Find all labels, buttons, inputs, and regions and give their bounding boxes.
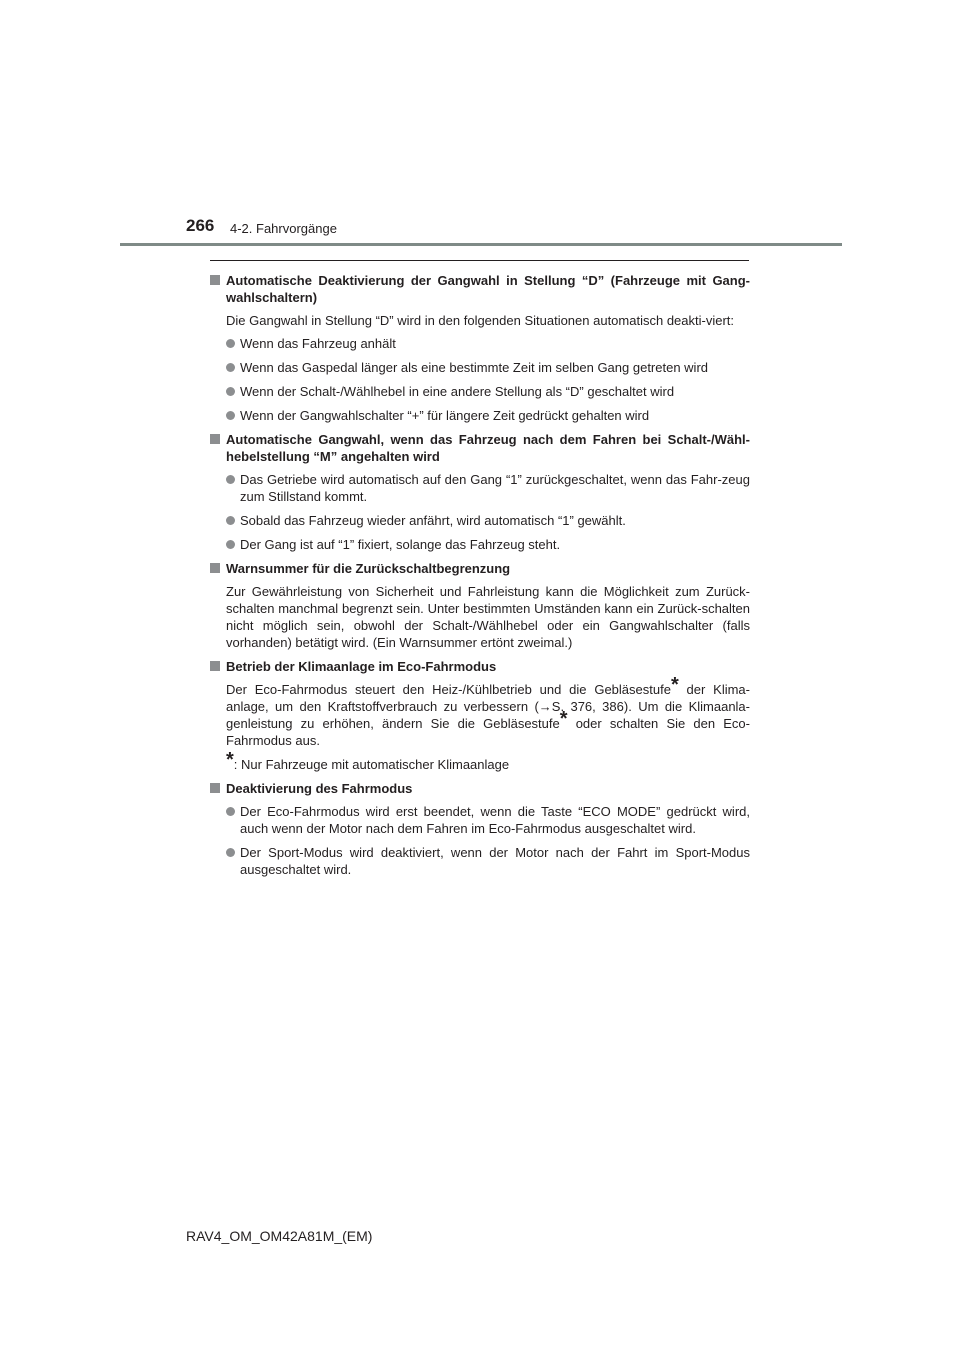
bullet-list — [226, 471, 750, 553]
round-bullet-icon — [226, 807, 235, 816]
round-bullet-icon — [226, 475, 235, 484]
section-title: Betrieb der Klimaanlage im Eco-Fahrmodus — [226, 659, 497, 674]
section-eco-air-conditioning — [210, 658, 750, 749]
section-drive-mode-deactivation — [210, 780, 750, 878]
list-item — [226, 359, 750, 376]
header-rule — [120, 243, 842, 246]
list-item-text: Wenn der Gangwahlschalter “+” für längere Zeit gedrückt gehalten wird — [240, 408, 650, 423]
footnote-star: * — [226, 749, 234, 771]
list-item — [226, 512, 750, 529]
body-text: der Klima-anlage, um den Kraftstoffverbrauch zu verbessern ( — [226, 682, 750, 714]
footnote — [226, 749, 750, 773]
list-item-text: Der Gang ist auf “1” fixiert, solange das Fahrzeug steht. — [240, 537, 561, 552]
list-item-text: Sobald das Fahrzeug wieder anfährt, wird automatisch “1” gewählt. — [240, 513, 626, 528]
section-heading — [210, 780, 750, 797]
body-text: Der Eco-Fahrmodus steuert den Heiz-/Kühlbetrieb und die Gebläsestufe — [226, 682, 671, 697]
page-content — [210, 272, 750, 885]
section-title: Warnsummer für die Zurückschaltbegrenzung — [226, 561, 511, 576]
section-title: Deaktivierung des Fahrmodus — [226, 781, 413, 796]
document-code: RAV4_OM_OM42A81M_(EM) — [186, 1228, 373, 1244]
section-downshift-buzzer — [210, 560, 750, 651]
body-text: oder schalten Sie den Eco-Fahrmodus aus. — [226, 716, 750, 748]
square-bullet-icon — [210, 434, 220, 444]
section-title: Automatische Gangwahl, wenn das Fahrzeug nach dem Fahren bei Schalt-/Wähl-hebelstellung “M” angehalten wird — [226, 432, 750, 464]
footnote-text: : Nur Fahrzeuge mit automatischer Klimaanlage — [233, 757, 510, 772]
section-heading — [210, 658, 750, 675]
square-bullet-icon — [210, 783, 220, 793]
content-rule — [210, 260, 749, 261]
section-body: Zur Gewährleistung von Sicherheit und Fahrleistung kann die Möglichkeit zum Zurück-schalten manchmal begrenzt sein. Unter bestimmten Umständen kann ein Zurück-schalten nicht möglich sein, obwohl der Schalt-/Wählhebel oder ein Gangwahlschalter (falls vorhanden) betätigt wird. (Ein Warnsummer ertönt zweimal.) — [226, 584, 750, 650]
bullet-list — [226, 803, 750, 878]
section-automatic-gear-selection — [210, 431, 750, 553]
list-item-text: Wenn das Fahrzeug anhält — [240, 336, 396, 351]
section-heading — [210, 560, 750, 577]
round-bullet-icon — [226, 411, 235, 420]
bullet-list — [226, 335, 750, 424]
section-heading — [210, 431, 750, 465]
square-bullet-icon — [210, 661, 220, 671]
round-bullet-icon — [226, 516, 235, 525]
section-gear-selection-deactivation — [210, 272, 750, 424]
round-bullet-icon — [226, 339, 235, 348]
square-bullet-icon — [210, 275, 220, 285]
arrow-right-icon: → — [538, 699, 552, 714]
list-item-text: Der Sport-Modus wird deaktiviert, wenn der Motor nach der Fahrt im Sport-Modus ausgeschaltet wird. — [240, 845, 750, 877]
list-item-text: Wenn der Schalt-/Wählhebel in eine andere Stellung als “D” geschaltet wird — [240, 384, 675, 399]
list-item — [226, 383, 750, 400]
body-text: S. 376, 386). Um die Klimaanla-genleistung zu erhöhen, ändern Sie die Gebläsestufe — [226, 699, 750, 731]
list-item — [226, 335, 750, 352]
list-item — [226, 803, 750, 837]
list-item — [226, 536, 750, 553]
square-bullet-icon — [210, 563, 220, 573]
section-title: Automatische Deaktivierung der Gangwahl in Stellung “D” (Fahrzeuge mit Gang-wahlschaltern) — [226, 273, 750, 305]
footnote-star: * — [559, 708, 568, 730]
round-bullet-icon — [226, 363, 235, 372]
page-number: 266 — [186, 216, 215, 235]
list-item-text: Der Eco-Fahrmodus wird erst beendet, wenn die Taste “ECO MODE” gedrückt wird, auch wenn der Motor nach dem Fahren im Eco-Fahrmodus ausgeschaltet wird. — [240, 804, 750, 836]
round-bullet-icon — [226, 387, 235, 396]
list-item-text: Wenn das Gaspedal länger als eine bestimmte Zeit im selben Gang getreten wird — [240, 360, 709, 375]
list-item — [226, 844, 750, 878]
section-body — [226, 674, 750, 749]
list-item — [226, 407, 750, 424]
section-heading — [210, 272, 750, 306]
list-item-text: Das Getriebe wird automatisch auf den Gang “1” zurückgeschaltet, wenn das Fahr-zeug zum Stillstand kommt. — [240, 472, 750, 504]
footnote-star: * — [670, 674, 679, 696]
chapter-title: 4-2. Fahrvorgänge — [230, 221, 337, 236]
round-bullet-icon — [226, 540, 235, 549]
round-bullet-icon — [226, 848, 235, 857]
list-item — [226, 471, 750, 505]
section-body: Die Gangwahl in Stellung “D” wird in den folgenden Situationen automatisch deakti-viert: — [226, 313, 735, 328]
